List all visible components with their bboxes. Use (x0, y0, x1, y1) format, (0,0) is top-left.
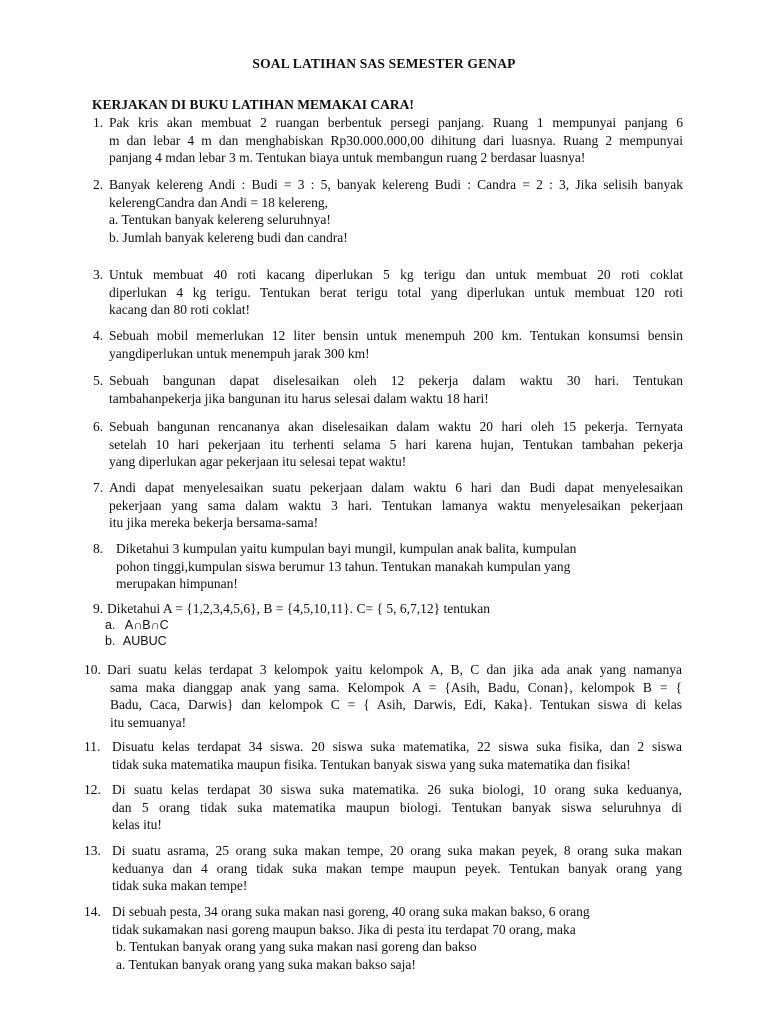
question-number: 8. (93, 541, 104, 556)
question-line: b. Tentukan banyak orang yang suka makan nasi goreng dan bakso (116, 939, 477, 954)
question-number: 4. (93, 328, 104, 343)
question-9 (93, 600, 653, 618)
question-2 (93, 176, 683, 246)
question-number: 14. (84, 904, 101, 919)
question-number: 13. (84, 843, 101, 858)
question-11 (84, 738, 682, 773)
question-1 (93, 114, 683, 167)
option-label: a. (105, 618, 116, 632)
question-number: 1. (93, 115, 104, 130)
question-number: 6. (93, 419, 104, 434)
question-line: tidak suka makan tempe! (112, 878, 248, 893)
question-line: diperlukan 4 kg terigu. Tentukan berat terigu total yang diperlukan untuk membuat 120 roti (109, 284, 683, 300)
question-line: tidak sukamakan nasi goreng maupun bakso. Jika di pesta itu terdapat 70 orang, maka (112, 921, 576, 937)
question-line: merupakan himpunan! (116, 576, 238, 591)
question-line: Pak kris akan membuat 2 ruangan berbentuk persegi panjang. Ruang 1 mempunyai panjang 6 (109, 115, 683, 130)
question-line: keduanya dan 4 orang tidak suka makan tempe maupun peyek. Tentukan banyak orang yang (112, 860, 682, 876)
question-line: Sebuah mobil memerlukan 12 liter bensin untuk menempuh 200 km. Tentukan konsumsi bensin (109, 328, 683, 343)
question-line: Diketahui A = {1,2,3,4,5,6}, B = {4,5,10,11}. C= { 5, 6,7,12} tentukan (107, 601, 490, 616)
question-6 (93, 418, 683, 471)
question-3 (93, 266, 683, 319)
question-line: kelerengCandra dan Andi = 18 kelereng, (109, 194, 329, 210)
question-line: Andi dapat menyelesaikan suatu pekerjaan dalam waktu 6 hari dan Budi dapat menyelesaikan (109, 480, 683, 495)
question-line: Sebuah bangunan dapat diselesaikan oleh 12 pekerja dalam waktu 30 hari. Tentukan (109, 373, 683, 388)
question-number: 7. (93, 480, 104, 495)
question-14 (84, 903, 682, 973)
question-line: Diketahui 3 kumpulan yaitu kumpulan bayi mungil, kumpulan anak balita, kumpulan (116, 541, 577, 556)
question-line: dan 5 orang tidak suka matematika maupun biologi. Tentukan banyak siswa seluruhnya di (112, 799, 682, 815)
question-number: 11. (84, 739, 101, 754)
question-number: 3. (93, 267, 104, 282)
option-label: b. (105, 634, 116, 648)
option-text: A∩B∩C (124, 618, 169, 632)
question-line: Badu, Caca, Darwis} dan kelompok C = { Asih, Darwis, Edi, Kaka}. Tentukan siswa di kelas (110, 697, 682, 712)
question-number: 5. (93, 373, 104, 388)
question-line: kelas itu! (112, 817, 162, 832)
question-line: itu jika mereka bekerja bersama-sama! (109, 515, 319, 530)
question-number: 9. (93, 601, 104, 616)
page-title: SOAL LATIHAN SAS SEMESTER GENAP (252, 56, 516, 71)
question-line: Di sebuah pesta, 34 orang suka makan nasi goreng, 40 orang suka makan bakso, 6 orang (112, 904, 590, 919)
question-number: 2. (93, 177, 104, 192)
instruction-heading: KERJAKAN DI BUKU LATIHAN MEMAKAI CARA! (92, 97, 414, 112)
question-line: tidak suka matematika maupun fisika. Tentukan banyak siswa yang suka matematika dan fisika! (112, 756, 631, 772)
question-line: a. Tentukan banyak orang yang suka makan bakso saja! (116, 956, 416, 972)
question-5 (93, 372, 683, 407)
question-line: tambahanpekerja jika bangunan itu harus selesai dalam waktu 18 hari! (109, 390, 489, 406)
question-line: b. Jumlah banyak kelereng budi dan candra! (109, 229, 348, 245)
question-line: Di suatu asrama, 25 orang suka makan tempe, 20 orang suka makan peyek, 8 orang suka makan (112, 843, 682, 858)
option-text: AUBUC (122, 634, 167, 648)
question-line: Disuatu kelas terdapat 34 siswa. 20 siswa suka matematika, 22 siswa suka fisika, dan 2 siswa (112, 739, 682, 754)
question-8 (93, 540, 653, 593)
question-line: pohon tinggi,kumpulan siswa berumur 13 tahun. Tentukan manakah kumpulan yang (116, 558, 571, 574)
question-number: 12. (84, 782, 101, 797)
question-line: Sebuah bangunan rencananya akan diselesaikan dalam waktu 20 hari oleh 15 pekerja. Ternyata (109, 419, 683, 434)
question-line: yang diperlukan agar pekerjaan itu selesai tepat waktu! (109, 454, 407, 469)
question-line: Untuk membuat 40 roti kacang diperlukan 5 kg terigu dan untuk membuat 20 roti coklat (109, 267, 683, 282)
question-line: kacang dan 80 roti coklat! (109, 302, 250, 317)
question-number: 10. (84, 662, 101, 677)
question-line: panjang 4 mdan lebar 3 m. Tentukan biaya untuk membangun ruang 2 berdasar luasnya! (109, 150, 586, 165)
question-line: Banyak kelereng Andi : Budi = 3 : 5, banyak kelereng Budi : Candra = 2 : 3, Jika selisih banyak (109, 177, 683, 192)
question-line: itu semuanya! (110, 714, 187, 730)
question-line: m dan lebar 4 m dan menghabiskan Rp30.000.000,00 dihitung dari luasnya. Ruang 2 mempunyai (109, 132, 683, 148)
question-line: Di suatu kelas terdapat 30 siswa suka matematika. 26 suka biologi, 10 orang suka keduanya, (112, 782, 682, 797)
question-line: sama maka dianggap anak yang sama. Kelompok A = {Asih, Badu, Conan}, kelompok B = { (110, 679, 682, 695)
question-9-option-b (105, 633, 167, 649)
question-line: pekerjaan yang sama dalam waktu 3 hari. Tentukan lamanya waktu menyelesaikan pekerjaan (109, 497, 683, 513)
question-13 (84, 842, 682, 895)
question-10 (84, 661, 682, 731)
question-line: yangdiperlukan untuk menempuh jarak 300 km! (109, 345, 370, 361)
question-line: setelah 10 hari pekerjaan itu terhenti selama 5 hari karena hujan, Tentukan tambahan pekerja (109, 436, 683, 452)
question-line: Dari suatu kelas terdapat 3 kelompok yaitu kelompok A, B, C dan jika ada anak yang namanya (107, 662, 682, 677)
question-line: a. Tentukan banyak kelereng seluruhnya! (109, 212, 331, 227)
question-12 (84, 781, 682, 834)
question-4 (93, 327, 683, 362)
question-9-option-a (105, 617, 169, 633)
question-7 (93, 479, 683, 532)
